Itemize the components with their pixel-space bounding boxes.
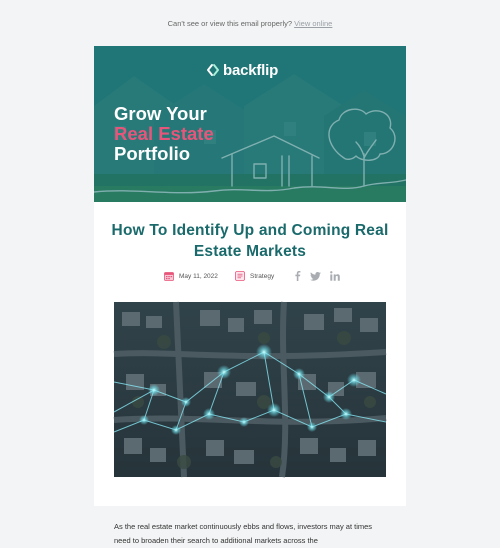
backflip-logo-icon <box>206 63 220 77</box>
twitter-icon[interactable] <box>310 272 321 281</box>
preheader-text: Can't see or view this email properly? <box>167 19 293 28</box>
backflip-logo[interactable] <box>206 61 278 79</box>
article-body: As the real estate market continuously ebbs and flows, investors may at times need to broaden their search to additional markets across the <box>114 522 373 545</box>
article-category-text: Strategy <box>250 272 275 280</box>
aerial-neighborhood-image <box>114 302 386 477</box>
article-meta <box>94 270 406 284</box>
facebook-icon[interactable] <box>295 271 301 281</box>
hero-line-1: Grow Your <box>114 103 207 124</box>
list-icon <box>235 271 245 281</box>
feature-image <box>114 302 386 477</box>
hero-line-3: Portfolio <box>114 143 191 164</box>
article-date-text: May 11, 2022 <box>179 272 218 280</box>
view-online-link[interactable]: View online <box>294 19 333 28</box>
preheader <box>0 19 500 28</box>
social-share <box>295 270 340 282</box>
article-date <box>164 270 218 282</box>
hero-line-2: Real Estate <box>114 123 214 144</box>
hero-headline <box>114 104 214 164</box>
linkedin-icon[interactable] <box>330 271 340 281</box>
article-category[interactable] <box>235 270 274 282</box>
calendar-icon <box>164 271 174 281</box>
hero-banner <box>94 46 406 202</box>
logo-text: backflip <box>223 61 279 79</box>
email-card <box>94 46 406 545</box>
article-title: How To Identify Up and Coming Real Estate Markets <box>111 222 389 260</box>
